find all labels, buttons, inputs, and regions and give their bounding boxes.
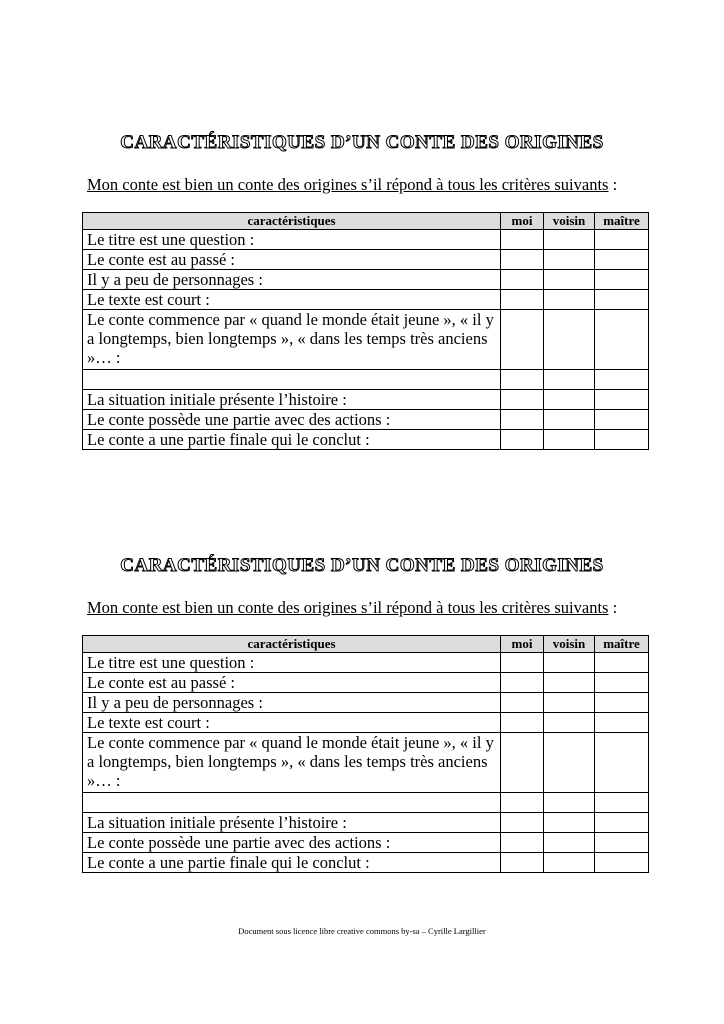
criterion-text: Le conte est au passé : xyxy=(83,250,501,270)
criterion-text: Le conte commence par « quand le monde était jeune », « il y a longtemps, bien longtemps », « dans les temps très anciens »… : xyxy=(83,733,501,793)
section-title: CARACTÉRISTIQUES D’UN CONTE DES ORIGINES xyxy=(120,132,604,153)
criteria-table xyxy=(82,212,649,450)
header-voisin: voisin xyxy=(544,213,595,230)
check-cell-maitre[interactable] xyxy=(595,653,649,673)
check-cell-maitre[interactable] xyxy=(595,270,649,290)
criterion-text: Le conte commence par « quand le monde était jeune », « il y a longtemps, bien longtemps », « dans les temps très anciens »… : xyxy=(83,310,501,370)
table-row xyxy=(83,290,649,310)
check-cell-moi[interactable] xyxy=(501,673,544,693)
check-cell-maitre[interactable] xyxy=(595,390,649,410)
check-cell-moi[interactable] xyxy=(501,230,544,250)
check-cell-moi[interactable] xyxy=(501,290,544,310)
section-title: CARACTÉRISTIQUES D’UN CONTE DES ORIGINES xyxy=(120,555,604,576)
check-cell-voisin[interactable] xyxy=(544,833,595,853)
check-cell-voisin[interactable] xyxy=(544,250,595,270)
check-cell-moi[interactable] xyxy=(501,410,544,430)
check-cell-voisin[interactable] xyxy=(544,813,595,833)
check-cell-moi[interactable] xyxy=(501,430,544,450)
check-cell-maitre[interactable] xyxy=(595,230,649,250)
intro-text: Mon conte est bien un conte des origines s’il répond à tous les critères suivants xyxy=(87,598,609,617)
header-criteria: caractéristiques xyxy=(83,636,501,653)
table-row xyxy=(83,693,649,713)
check-cell-voisin[interactable] xyxy=(544,310,595,370)
header-moi: moi xyxy=(501,213,544,230)
check-cell-maitre[interactable] xyxy=(595,430,649,450)
check-cell-voisin[interactable] xyxy=(544,410,595,430)
check-cell-moi[interactable] xyxy=(501,733,544,793)
criterion-text: La situation initiale présente l’histoire : xyxy=(83,813,501,833)
criterion-text xyxy=(83,370,501,390)
check-cell-moi[interactable] xyxy=(501,713,544,733)
criterion-text xyxy=(83,793,501,813)
table-row xyxy=(83,430,649,450)
check-cell-voisin[interactable] xyxy=(544,853,595,873)
table-row xyxy=(83,673,649,693)
check-cell-voisin[interactable] xyxy=(544,733,595,793)
check-cell-maitre[interactable] xyxy=(595,250,649,270)
check-cell-voisin[interactable] xyxy=(544,653,595,673)
table-row-empty xyxy=(83,793,649,813)
criterion-text: Le conte possède une partie avec des actions : xyxy=(83,410,501,430)
check-cell-maitre[interactable] xyxy=(595,370,649,390)
check-cell-moi[interactable] xyxy=(501,310,544,370)
check-cell-maitre[interactable] xyxy=(595,310,649,370)
criterion-text: Le texte est court : xyxy=(83,713,501,733)
check-cell-moi[interactable] xyxy=(501,370,544,390)
criterion-text: Le texte est court : xyxy=(83,290,501,310)
table-row xyxy=(83,410,649,430)
check-cell-moi[interactable] xyxy=(501,653,544,673)
check-cell-voisin[interactable] xyxy=(544,290,595,310)
check-cell-moi[interactable] xyxy=(501,693,544,713)
table-row xyxy=(83,713,649,733)
table-row xyxy=(83,230,649,250)
criterion-text: Il y a peu de personnages : xyxy=(83,270,501,290)
check-cell-moi[interactable] xyxy=(501,270,544,290)
table-row xyxy=(83,250,649,270)
criterion-text: Le conte a une partie finale qui le conclut : xyxy=(83,430,501,450)
check-cell-voisin[interactable] xyxy=(544,390,595,410)
check-cell-voisin[interactable] xyxy=(544,270,595,290)
check-cell-moi[interactable] xyxy=(501,250,544,270)
check-cell-moi[interactable] xyxy=(501,793,544,813)
license-footer: Document sous licence libre creative commons by-sa – Cyrille Largillier xyxy=(238,926,486,936)
check-cell-maitre[interactable] xyxy=(595,410,649,430)
table-row xyxy=(83,813,649,833)
section-intro xyxy=(87,598,687,618)
table-row xyxy=(83,853,649,873)
check-cell-voisin[interactable] xyxy=(544,370,595,390)
check-cell-maitre[interactable] xyxy=(595,693,649,713)
check-cell-voisin[interactable] xyxy=(544,430,595,450)
criterion-text: Le conte possède une partie avec des actions : xyxy=(83,833,501,853)
criterion-text: Le conte a une partie finale qui le conclut : xyxy=(83,853,501,873)
header-moi: moi xyxy=(501,636,544,653)
criterion-text: La situation initiale présente l’histoire : xyxy=(83,390,501,410)
criterion-text: Il y a peu de personnages : xyxy=(83,693,501,713)
check-cell-maitre[interactable] xyxy=(595,290,649,310)
table-row xyxy=(83,653,649,673)
check-cell-moi[interactable] xyxy=(501,853,544,873)
table-row xyxy=(83,270,649,290)
check-cell-voisin[interactable] xyxy=(544,693,595,713)
table-row xyxy=(83,390,649,410)
header-criteria: caractéristiques xyxy=(83,213,501,230)
check-cell-moi[interactable] xyxy=(501,390,544,410)
check-cell-maitre[interactable] xyxy=(595,673,649,693)
check-cell-voisin[interactable] xyxy=(544,713,595,733)
check-cell-voisin[interactable] xyxy=(544,673,595,693)
intro-text: Mon conte est bien un conte des origines s’il répond à tous les critères suivants xyxy=(87,175,609,194)
criterion-text: Le titre est une question : xyxy=(83,230,501,250)
header-voisin: voisin xyxy=(544,636,595,653)
table-row-empty xyxy=(83,370,649,390)
table-row xyxy=(83,833,649,853)
header-maitre: maître xyxy=(595,636,649,653)
check-cell-moi[interactable] xyxy=(501,813,544,833)
check-cell-maitre[interactable] xyxy=(595,713,649,733)
check-cell-voisin[interactable] xyxy=(544,793,595,813)
check-cell-voisin[interactable] xyxy=(544,230,595,250)
check-cell-maitre[interactable] xyxy=(595,833,649,853)
check-cell-maitre[interactable] xyxy=(595,853,649,873)
header-maitre: maître xyxy=(595,213,649,230)
table-row xyxy=(83,733,649,793)
criterion-text: Le titre est une question : xyxy=(83,653,501,673)
check-cell-maitre[interactable] xyxy=(595,813,649,833)
check-cell-maitre[interactable] xyxy=(595,733,649,793)
table-row xyxy=(83,310,649,370)
section-intro xyxy=(87,175,687,195)
criteria-table xyxy=(82,635,649,873)
check-cell-maitre[interactable] xyxy=(595,793,649,813)
criterion-text: Le conte est au passé : xyxy=(83,673,501,693)
intro-tail: : xyxy=(608,175,618,194)
intro-tail: : xyxy=(608,598,618,617)
check-cell-moi[interactable] xyxy=(501,833,544,853)
